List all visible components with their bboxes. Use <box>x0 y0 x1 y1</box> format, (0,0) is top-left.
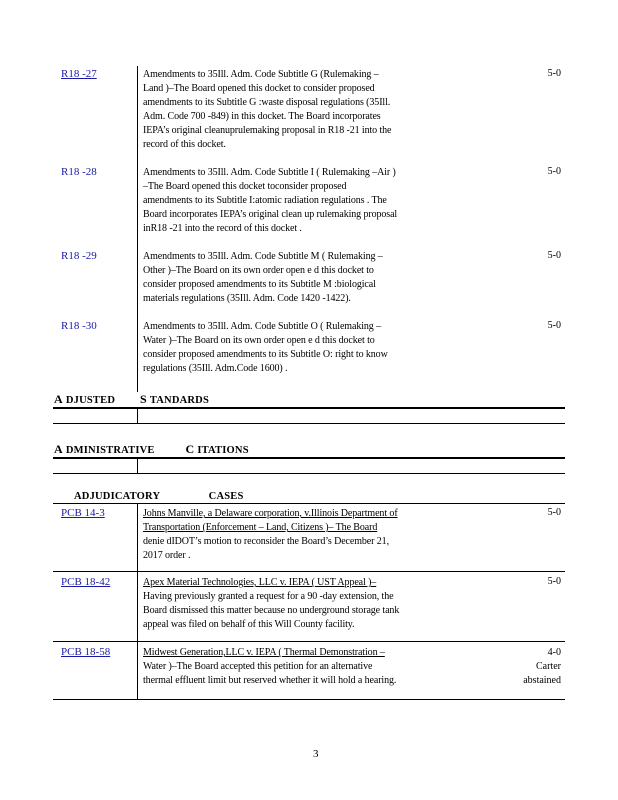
docket-link-pcb-18-58[interactable]: PCB 18-58 <box>61 646 111 658</box>
desc-line: Other )–The Board on its own order open e d this docket to <box>143 265 374 276</box>
heading-rest: ITATIONS <box>197 445 249 456</box>
vote-count: 5-0 <box>547 576 561 587</box>
abstention-note: abstained <box>523 675 561 686</box>
desc-line: Adm. Code 700 -849) in this docket. The Board incorporates <box>143 111 381 122</box>
vote-count: 4-0 <box>547 647 561 658</box>
docket-description-r18-27 <box>143 68 391 152</box>
section-rule <box>53 457 565 459</box>
desc-line: Water )–The Board on its own order open e d this docket to <box>143 335 375 346</box>
desc-line: denie dIDOT’s motion to reconsider the Board’s December 21, <box>143 536 389 547</box>
desc-line: Amendments to 35Ill. Adm. Code Subtitle I ( Rulemaking –Air ) <box>143 167 396 178</box>
desc-line <box>143 521 398 535</box>
desc-line <box>143 576 399 590</box>
docket-link-r18-27[interactable]: R18 -27 <box>61 68 97 80</box>
desc-line: Amendments to 35Ill. Adm. Code Subtitle M ( Rulemaking – <box>143 251 383 262</box>
vote-count: 5-0 <box>547 507 561 518</box>
abstaining-member: Carter <box>536 661 561 672</box>
case-description-pcb-14-3 <box>143 507 398 563</box>
desc-line: Having previously granted a request for a 90 -day extension, the <box>143 591 394 602</box>
section-heading-adjudicatory-cases <box>74 491 244 502</box>
heading-cap: A <box>54 442 63 456</box>
desc-line: regulations (35Ill. Adm.Code 1600) . <box>143 363 288 374</box>
case-title-line: Transportation (Enforcement – Land, Citizens )– The Board <box>143 522 378 533</box>
desc-line: IEPA’s original cleanuprulemaking proposal in R18 -21 into the <box>143 125 392 136</box>
desc-line: 2017 order . <box>143 550 191 561</box>
row-rule <box>53 699 565 700</box>
desc-line: Amendments to 35Ill. Adm. Code Subtitle G (Rulemaking – <box>143 69 379 80</box>
row-rule <box>53 641 565 642</box>
vote-count <box>523 646 561 688</box>
section-rule <box>53 473 565 474</box>
desc-line: materials regulations (35Ill. Adm. Code 1420 -1422). <box>143 293 351 304</box>
section-heading-administrative-citations <box>54 442 249 457</box>
desc-line: appeal was filed on behalf of this Will County facility. <box>143 619 355 630</box>
docket-link-pcb-14-3[interactable]: PCB 14-3 <box>61 507 105 519</box>
column-divider <box>137 459 138 473</box>
heading-text: CASES <box>208 491 244 502</box>
heading-rest: DMINISTRATIVE <box>65 445 155 456</box>
desc-line: Board incorporates IEPA’s original clean up rulemaking proposal <box>143 209 398 220</box>
section-heading-adjusted-standards <box>54 392 209 407</box>
desc-line: Water )–The Board accepted this petition for an alternative <box>143 661 373 672</box>
docket-description-r18-30 <box>143 320 388 376</box>
case-description-pcb-18-58 <box>143 646 396 688</box>
vote-count: 5-0 <box>547 250 561 261</box>
heading-cap: C <box>185 442 195 456</box>
vote-count: 5-0 <box>547 166 561 177</box>
docket-link-pcb-18-42[interactable]: PCB 18-42 <box>61 576 111 588</box>
docket-link-r18-30[interactable]: R18 -30 <box>61 320 97 332</box>
case-title-line: Midwest Generation,LLC v. IEPA ( Thermal Demonstration – <box>143 647 385 658</box>
desc-line: Amendments to 35Ill. Adm. Code Subtitle O ( Rulemaking – <box>143 321 381 332</box>
desc-line: inR18 -21 into the record of this docket . <box>143 223 302 234</box>
row-rule <box>53 571 565 572</box>
desc-line: record of this docket. <box>143 139 226 150</box>
case-title-line: Apex Material Technologies, LLC v. IEPA ( UST Appeal )– <box>143 577 377 588</box>
heading-cap: S <box>139 392 147 406</box>
desc-line <box>143 646 396 660</box>
case-title-line: Johns Manville, a Delaware corporation, v.Illinois Department of <box>143 508 398 519</box>
desc-line: amendments to its Subtitle G :waste disposal regulations (35Ill. <box>143 97 391 108</box>
case-description-pcb-18-42 <box>143 576 399 632</box>
desc-line: amendments to its Subtitle I:atomic radiation regulations . The <box>143 195 387 206</box>
section-rule <box>53 503 565 504</box>
vote-count: 5-0 <box>547 320 561 331</box>
cases-column-divider <box>137 503 138 699</box>
desc-line: consider proposed amendments to its Subtitle M :biological <box>143 279 376 290</box>
heading-text: ADJUDICATORY <box>74 491 160 502</box>
docket-link-r18-28[interactable]: R18 -28 <box>61 166 97 178</box>
section-rule <box>53 407 565 409</box>
column-divider <box>137 409 138 423</box>
desc-line: thermal effluent limit but reserved whether it will hold a hearing. <box>143 675 397 686</box>
heading-rest: TANDARDS <box>149 395 209 406</box>
heading-cap: A <box>54 392 63 406</box>
desc-line: consider proposed amendments to its Subtitle O: right to know <box>143 349 388 360</box>
rulemaking-column-divider <box>137 66 138 392</box>
docket-description-r18-29 <box>143 250 383 306</box>
vote-count: 5-0 <box>547 68 561 79</box>
heading-rest: DJUSTED <box>65 395 116 406</box>
page-number: 3 <box>313 748 319 760</box>
desc-line: Board dismissed this matter because no underground storage tank <box>143 605 400 616</box>
docket-link-r18-29[interactable]: R18 -29 <box>61 250 97 262</box>
docket-description-r18-28 <box>143 166 397 236</box>
desc-line: Land )–The Board opened this docket to consider proposed <box>143 83 375 94</box>
desc-line: –The Board opened this docket toconsider proposed <box>143 181 347 192</box>
section-rule <box>53 423 565 424</box>
